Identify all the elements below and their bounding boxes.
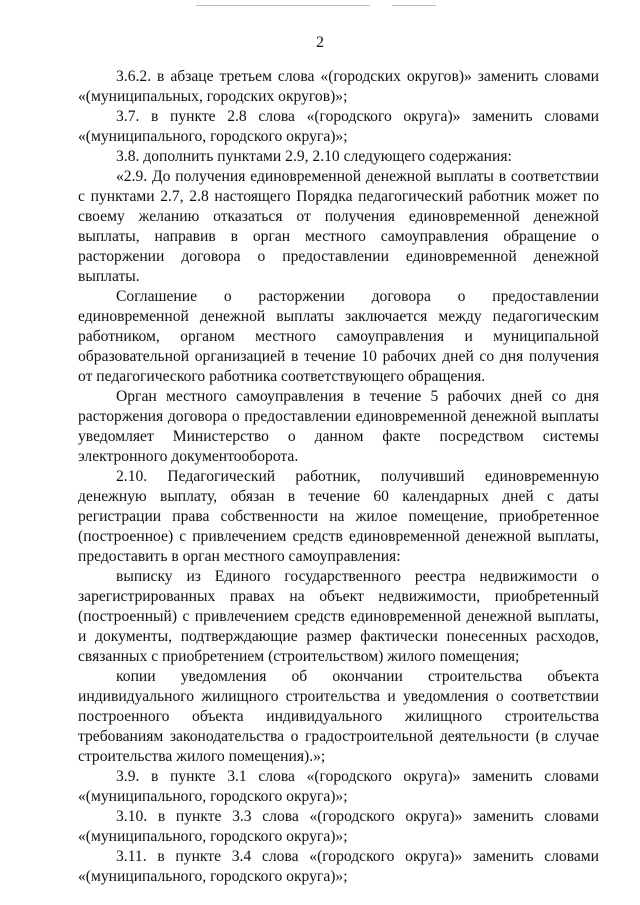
paragraph-3-8: 3.8. дополнить пунктами 2.9, 2.10 следующего содержания: (116, 148, 512, 165)
top-edge-line (392, 5, 436, 6)
paragraph-3-9: 3.9. в пункте 3.1 слова «(городского округа)» заменить словами «(муниципального, городского округа)»; (78, 768, 599, 805)
paragraph-3-7: 3.7. в пункте 2.8 слова «(городского округа)» заменить словами «(муниципального, городского округа)»; (78, 108, 599, 145)
document-body (78, 67, 599, 887)
page-number: 2 (316, 34, 324, 51)
top-edge-line (196, 5, 370, 6)
paragraph-2-10: 2.10. Педагогический работник, получивший единовременную денежную выплату, обязан в течение 60 календарных дней с даты регистрации права собственности на жилое помещение, приобретенное (построенное) с привлечением средств единовременной денежной выплаты, предоставить в орган местного самоуправления: (78, 468, 599, 565)
paragraph-registry-extract: выписку из Единого государственного реестра недвижимости о зарегистрированных правах на объект недвижимости, приобретенный (построенный) с привлечением средств единовременной денежной выплаты, и документы, подтверждающие размер фактически понесенных расходов, связанных с приобретением (строительством) жилого помещения; (78, 568, 599, 665)
paragraph-construction-notices: копии уведомления об окончании строительства объекта индивидуального жилищного строительства и уведомления о соответствии построенного объекта индивидуального жилищного строительства требованиям законодательства о градостроительной деятельности (в случае строительства жилого помещения).»; (78, 668, 599, 765)
paragraph-ministry-notice: Орган местного самоуправления в течение 5 рабочих дней со дня расторжения договора о предоставлении единовременной денежной выплаты уведомляет Министерство о данном факте посредством системы электронного документооборота. (78, 388, 599, 465)
paragraph-termination-agreement: Соглашение о расторжении договора о предоставлении единовременной денежной выплаты заключается между педагогическим работником, органом местного самоуправления и муниципальной образовательной организацией в течение 10 рабочих дней со дня получения от педагогического работника соответствующего обращения. (78, 288, 599, 385)
paragraph-3-11: 3.11. в пункте 3.4 слова «(городского округа)» заменить словами «(муниципального, городского округа)»; (78, 848, 599, 885)
paragraph-3-6-2: 3.6.2. в абзаце третьем слова «(городских округов)» заменить словами «(муниципальных, городских округов)»; (78, 68, 599, 105)
paragraph-3-10: 3.10. в пункте 3.3 слова «(городского округа)» заменить словами «(муниципального, городского округа)»; (78, 808, 599, 845)
paragraph-2-9: «2.9. До получения единовременной денежной выплаты в соответствии с пунктами 2.7, 2.8 настоящего Порядка педагогический работник может по своему желанию отказаться от получения единовременной денежной выплаты, направив в орган местного самоуправления обращение о расторжении договора о предоставлении единовременной денежной выплаты. (78, 168, 599, 285)
